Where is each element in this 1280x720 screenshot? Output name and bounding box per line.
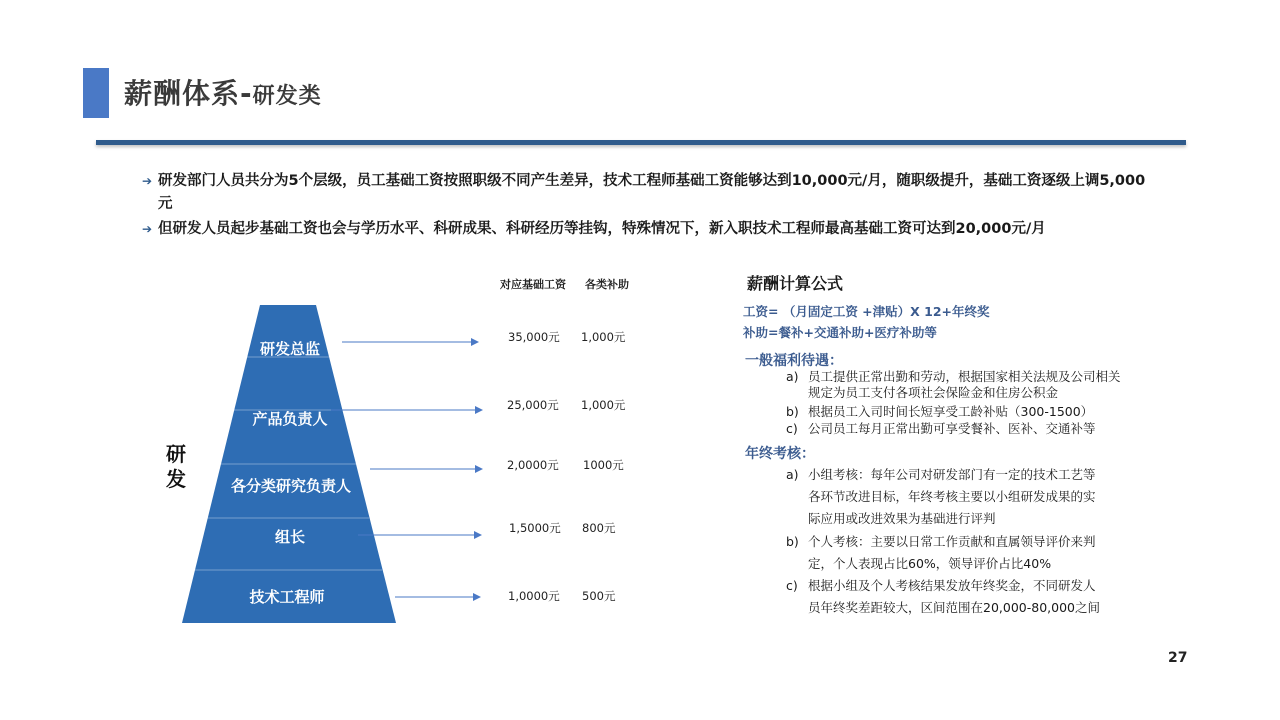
base-salary-value: 1,5000元	[509, 521, 561, 535]
header-base-salary: 对应基础工资	[500, 278, 566, 291]
bullet-text: 但研发人员起步基础工资也会与学历水平、科研成果、科研经历等挂钩，特殊情况下，新入职技术工程师最高基础工资可达到20,000元/月	[158, 221, 1046, 237]
allowance-value: 1,000元	[581, 398, 626, 412]
item-marker: a)	[786, 467, 799, 482]
item-text: 根据小组及个人考核结果发放年终奖金，不同研发人	[808, 578, 1096, 593]
allowance-value: 500元	[582, 589, 616, 603]
header-allowance: 各类补助	[585, 278, 629, 291]
page-title-main: 薪酬体系-	[124, 77, 253, 110]
item-marker: b)	[786, 404, 799, 419]
welfare-heading: 一般福利待遇：	[745, 353, 843, 369]
arrow-right-icon: ➔	[142, 174, 153, 188]
level-label-product-lead: 产品负责人	[252, 410, 328, 428]
item-text: 公司员工每月正常出勤可享受餐补、医补、交通补等	[808, 421, 1096, 436]
item-marker: a)	[786, 369, 799, 384]
level-label-research-lead: 各分类研究负责人	[230, 477, 351, 495]
item-text: 各环节改进目标，年终考核主要以小组研发成果的实	[808, 489, 1096, 504]
formula-salary: 工资= （月固定工资 +津贴）X 12+年终奖	[743, 304, 990, 319]
welfare-item	[786, 367, 1166, 407]
level-label-director: 研发总监	[259, 340, 320, 358]
item-text: 员工提供正常出勤和劳动，根据国家相关法规及公司相关	[808, 369, 1121, 384]
item-text: 员年终奖差距较大，区间范围在20,000-80,000之间	[808, 600, 1100, 615]
welfare-item	[786, 419, 1166, 439]
review-item	[786, 576, 1166, 620]
formula-allowance: 补助=餐补+交通补助+医疗补助等	[743, 325, 937, 340]
item-marker: b)	[786, 534, 799, 549]
item-marker: c)	[786, 421, 798, 436]
item-text: 际应用或改进效果为基础进行评判	[808, 511, 996, 526]
item-text: 个人考核：主要以日常工作贡献和直属领导评价来判	[808, 534, 1096, 549]
level-label-team-lead: 组长	[274, 528, 305, 546]
department-label: 研 发	[166, 442, 186, 491]
bullet-text: 研发部门人员共分为5个层级，员工基础工资按照职级不同产生差异，技术工程师基础工资能够达到10,000元/月，随职级提升，基础工资逐级上调5,000元	[158, 173, 1146, 212]
item-text: 规定为员工支付各项社会保险金和住房公积金	[808, 385, 1059, 400]
page-number: 27	[1168, 650, 1188, 666]
item-marker: c)	[786, 578, 798, 593]
page-title-sub: 研发类	[252, 84, 322, 109]
item-text: 定，个人表现占比60%，领导评价占比40%	[808, 556, 1052, 571]
base-salary-value: 35,000元	[508, 330, 560, 344]
review-item	[786, 532, 1166, 576]
base-salary-value: 1,0000元	[508, 589, 560, 603]
item-text: 小组考核：每年公司对研发部门有一定的技术工艺等	[808, 467, 1096, 482]
base-salary-value: 2,0000元	[507, 458, 559, 472]
allowance-value: 800元	[582, 521, 616, 535]
item-text: 根据员工入司时间长短享受工龄补贴（300-1500）	[808, 404, 1094, 419]
level-label-engineer: 技术工程师	[249, 588, 325, 606]
allowance-value: 1,000元	[581, 330, 626, 344]
review-heading: 年终考核：	[745, 446, 815, 462]
base-salary-value: 25,000元	[507, 398, 559, 412]
formula-title: 薪酬计算公式	[747, 274, 844, 293]
arrow-right-icon: ➔	[142, 222, 153, 236]
review-item	[786, 465, 1166, 531]
allowance-value: 1000元	[583, 458, 624, 472]
